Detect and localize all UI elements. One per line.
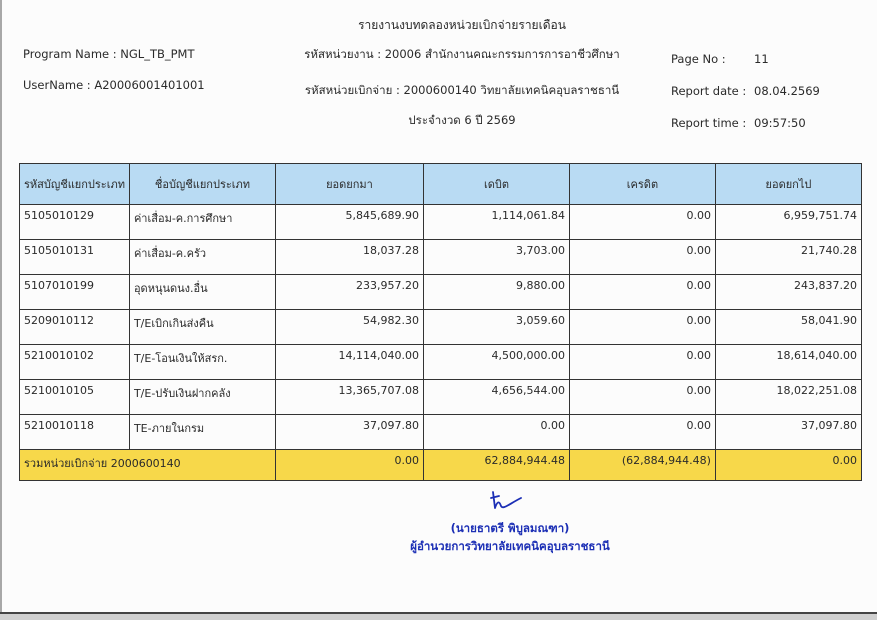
account-name: ค่าเสื่อม-ค.การศึกษา (129, 205, 275, 240)
table-row (20, 275, 862, 310)
carried-forward: 18,022,251.08 (715, 380, 861, 415)
trial-balance-table (19, 163, 862, 481)
credit: 0.00 (569, 240, 715, 275)
disbursement-unit-line: รหัสหน่วยเบิกจ่าย : 2000600140 วิทยาลัยเทคนิคอุบลราชธานี (304, 83, 620, 97)
account-code: 5105010131 (20, 240, 130, 275)
credit: 0.00 (569, 345, 715, 380)
signature-mark (487, 488, 527, 516)
account-name: T/E-ปรับเงินฝากคลัง (129, 380, 275, 415)
carried-forward: 37,097.80 (715, 415, 861, 450)
brought-forward: 18,037.28 (275, 240, 423, 275)
program-name: Program Name : NGL_TB_PMT (23, 47, 195, 61)
table-row (20, 310, 862, 345)
signatory-name: (นายธาตรี พิบูลมณฑา) (450, 521, 570, 535)
account-code: 5107010199 (20, 275, 130, 310)
total-row (20, 450, 862, 481)
credit: 0.00 (569, 310, 715, 345)
col-header-account-code: รหัสบัญชีแยกประเภท (20, 164, 130, 205)
total-debit: 62,884,944.48 (423, 450, 569, 481)
brought-forward: 233,957.20 (275, 275, 423, 310)
table-row (20, 345, 862, 380)
account-code: 5210010105 (20, 380, 130, 415)
total-carried-forward: 0.00 (715, 450, 861, 481)
col-header-carried-forward: ยอดยกไป (715, 164, 861, 205)
carried-forward: 21,740.28 (715, 240, 861, 275)
debit: 9,880.00 (423, 275, 569, 310)
carried-forward: 243,837.20 (715, 275, 861, 310)
account-code: 5105010129 (20, 205, 130, 240)
debit: 4,656,544.00 (423, 380, 569, 415)
report-date-value: 08.04.2569 (754, 84, 820, 98)
account-name: ค่าเสื่อม-ค.ครัว (129, 240, 275, 275)
credit: 0.00 (569, 205, 715, 240)
credit: 0.00 (569, 275, 715, 310)
scan-bottom-strip (0, 614, 877, 620)
agency-line: รหัสหน่วยงาน : 20006 สำนักงานคณะกรรมการการอาชีวศึกษา (304, 47, 620, 61)
col-header-account-name: ชื่อบัญชีแยกประเภท (129, 164, 275, 205)
account-code: 5210010118 (20, 415, 130, 450)
carried-forward: 58,041.90 (715, 310, 861, 345)
account-code: 5210010102 (20, 345, 130, 380)
period-line: ประจำงวด 6 ปี 2569 (408, 113, 516, 127)
total-label: รวมหน่วยเบิกจ่าย 2000600140 (20, 450, 276, 481)
report-time-label: Report time : (671, 116, 747, 130)
account-name: อุดหนุนดนง.อื่น (129, 275, 275, 310)
table-row (20, 205, 862, 240)
table-row (20, 415, 862, 450)
user-name: UserName : A20006001401001 (23, 78, 205, 92)
table-row (20, 380, 862, 415)
debit: 3,059.60 (423, 310, 569, 345)
debit: 3,703.00 (423, 240, 569, 275)
debit: 4,500,000.00 (423, 345, 569, 380)
report-date-label: Report date : (671, 84, 747, 98)
brought-forward: 54,982.30 (275, 310, 423, 345)
scan-left-edge (0, 0, 2, 613)
carried-forward: 18,614,040.00 (715, 345, 861, 380)
col-header-credit: เครดิต (569, 164, 715, 205)
brought-forward: 13,365,707.08 (275, 380, 423, 415)
carried-forward: 6,959,751.74 (715, 205, 861, 240)
account-name: T/Eเบิกเกินส่งคืน (129, 310, 275, 345)
brought-forward: 14,114,040.00 (275, 345, 423, 380)
total-brought-forward: 0.00 (275, 450, 423, 481)
page-no-value: 11 (754, 52, 769, 66)
col-header-brought-forward: ยอดยกมา (275, 164, 423, 205)
brought-forward: 37,097.80 (275, 415, 423, 450)
signatory-title: ผู้อำนวยการวิทยาลัยเทคนิคอุบลราชธานี (410, 539, 610, 553)
total-credit: (62,884,944.48) (569, 450, 715, 481)
page-no-label: Page No : (671, 52, 726, 66)
account-name: TE-ภายในกรม (129, 415, 275, 450)
credit: 0.00 (569, 415, 715, 450)
debit: 1,114,061.84 (423, 205, 569, 240)
account-code: 5209010112 (20, 310, 130, 345)
table-header-row (20, 164, 862, 205)
credit: 0.00 (569, 380, 715, 415)
col-header-debit: เดบิต (423, 164, 569, 205)
report-time-value: 09:57:50 (754, 116, 806, 130)
table-row (20, 240, 862, 275)
brought-forward: 5,845,689.90 (275, 205, 423, 240)
report-title: รายงานงบทดลองหน่วยเบิกจ่ายรายเดือน (358, 18, 566, 32)
account-name: T/E-โอนเงินให้สรก. (129, 345, 275, 380)
debit: 0.00 (423, 415, 569, 450)
